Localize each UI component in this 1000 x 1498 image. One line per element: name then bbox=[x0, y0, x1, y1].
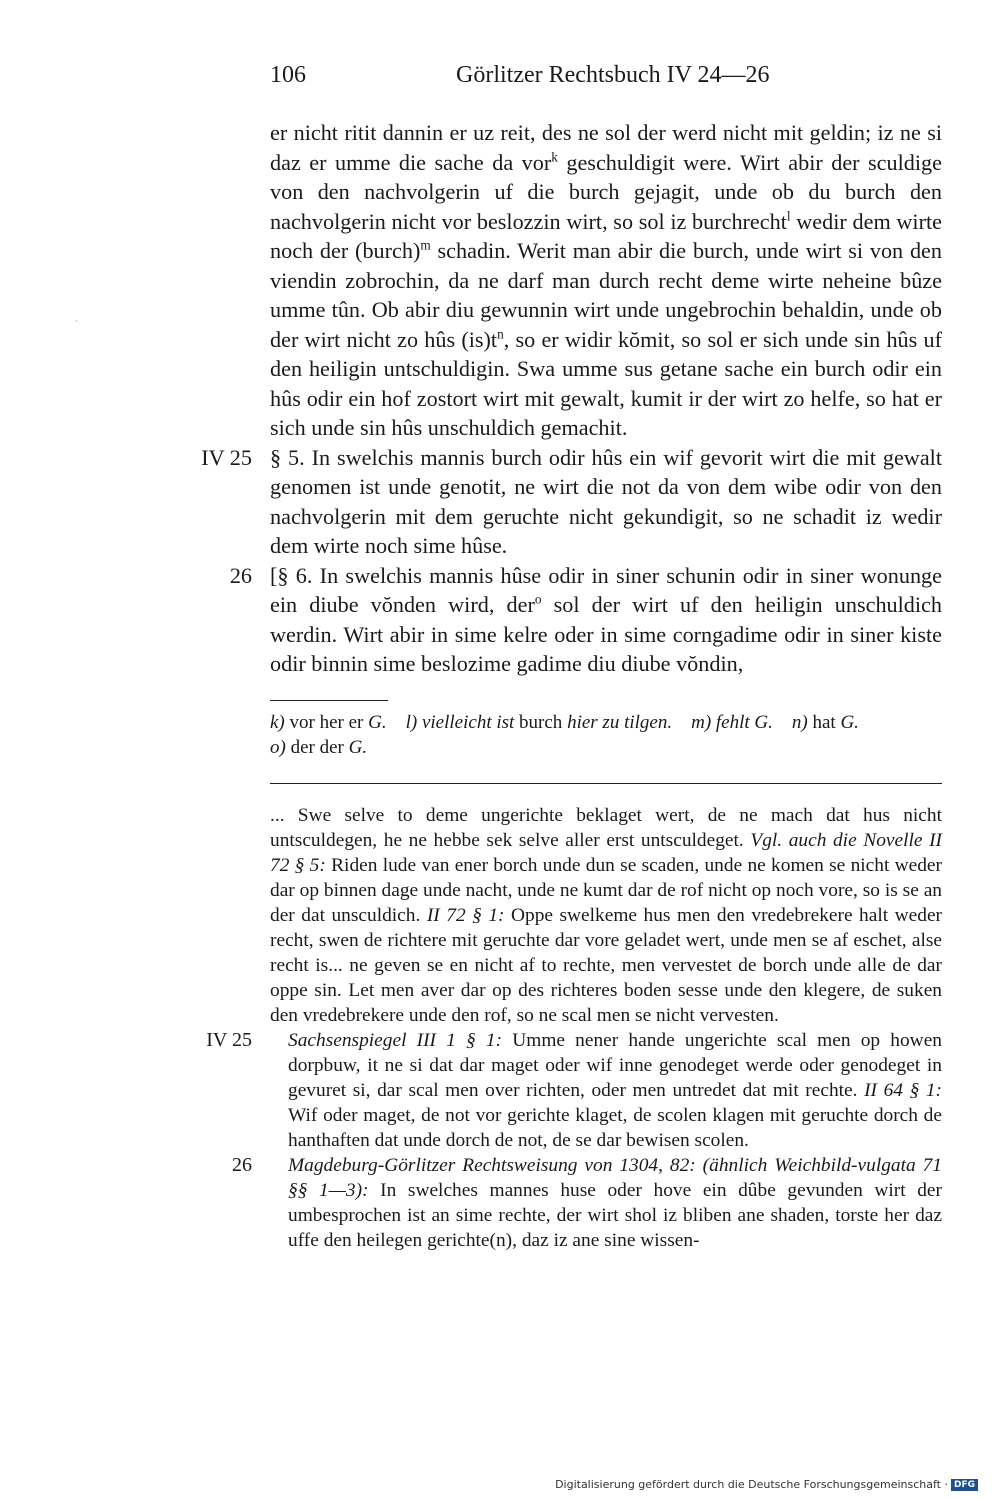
commentary bbox=[206, 803, 943, 1253]
footnote-n: n) hat G. bbox=[791, 712, 859, 733]
footnote-o: o) der der G. bbox=[270, 737, 368, 758]
margin-label-iv25: IV 25 bbox=[201, 444, 252, 470]
dfg-logo-icon: DFG bbox=[951, 1479, 978, 1491]
running-title: Görlitzer Rechtsbuch IV 24—26 bbox=[456, 62, 770, 88]
commentary-separator bbox=[270, 783, 942, 784]
scan-speck: ` bbox=[75, 320, 79, 331]
commentary-block-1: ... Swe selve to deme ungerichte beklaget wert, de ne mach dat hus nicht untsculdegen, he ne hebbe sek selve aller erst untsculdeget. Vgl. auch die Novelle II 72 § 5: Riden lude van ener borch unde dun se scaden, unde ne komen se nicht weder dar op binnen dage unde nacht, unde ne kumt dar de rof nicht op noch vore, so is se an der dat unsculdich. II 72 § 1: Oppe swelkeme hus men den vredebrekere halt weder recht, swen de richtere mit geruchte dar vore geladet wert, unde men se af eschet, alse recht is... ne geven se en nicht af to rechte, men vervestet de borch unde alle de dar oppe sin. Let men aver dar op des richteres boden sesse unde den klegere, de suken den vredebrekere unde den rof, so ne scal men se nicht vervesten. bbox=[270, 805, 943, 1026]
page-number: 106 bbox=[270, 62, 306, 88]
page-header bbox=[270, 62, 942, 96]
commentary-block-3: 26 Magdeburg-Görlitzer Rechtsweisung von 1304, 82: (ähnlich Weichbild-vulgata 71 §§ 1—3): In swelches mannes huse oder hove ein dûbe gevunden wirt der umbesprochen ist an sime rechte, der wirt shol iz bliben ane shaden, torste her daz uffe den heilegen gerichte(n), daz iz ane sine wissen- bbox=[232, 1154, 942, 1251]
margin-label-26: 26 bbox=[229, 562, 252, 588]
footnote-separator bbox=[270, 700, 388, 701]
footnote-ref-k: k bbox=[551, 149, 558, 165]
dfg-credit bbox=[555, 1478, 978, 1491]
dfg-credit-text: Digitalisierung gefördert durch die Deutsche Forschungsgemeinschaft · bbox=[555, 1478, 948, 1491]
footnotes bbox=[270, 710, 942, 760]
commentary-label-26: 26 bbox=[232, 1154, 252, 1176]
footnote-ref-o: o bbox=[534, 591, 542, 607]
paragraph-3: 26 [§ 6. In swelchis mannis hûse odir in siner schunin odir in siner wonunge ein diube vŏnden wird, der$^o$ sol der wirt uf den heiligin unschuldich werdin. Wirt abir in sime kelre oder in sime corngadime odir in siner kiste odir binnin sime beslozime gadime diu diube vŏndin, bbox=[229, 562, 942, 676]
footnote-k: k) vor her er G. bbox=[270, 712, 387, 733]
footnote-m: m) fehlt G. bbox=[691, 712, 773, 733]
commentary-block-2: IV 25 Sachsenspiegel III 1 § 1: Umme nener hande ungerichte scal men op howen dorpbuw, it ne si dat dar maget oder wif inne genodeget werde oder genodeget in gevuret si, dar scal men over richten, oder men untredet dat mit rechte. II 64 § 1: Wif oder maget, de not vor gerichte klaget, de scolen klagen mit geruchte dorch de hanthaften dat unde dorch de not, de se dar bewisen scolen. bbox=[206, 1029, 943, 1151]
paragraph-2: IV 25 § 5. In swelchis mannis burch odir hûs ein wif gevorit wirt die mit gewalt genomen ist unde genotit, ne wirt die not da von dem wibe odir von den nachvolgerin mit dem geruchte nicht gekundigit, so ne schadit iz wedir dem wirte noch sime hûse. bbox=[201, 444, 942, 558]
paragraph-1: er nicht ritit dannin er uz reit, des ne sol der werd nicht mit geldin; iz ne si daz er umme die sache da vor$^k$ geschuldigit were. Wirt abir der sculdige von den nachvolgerin uf die burch gejagit, unde ob du burch den nachvolgerin nicht vor beslozzin wirt, so sol iz burchrecht$^l$ wedir dem wirte noch der (burch)$^m$ schadin. Werit man abir die burch, unde wirt si von den viendin zobrochin, da ne darf man durch recht deme wirte neheine bûze umme tûn. Ob abir diu gewunnin wirt unde ungebrochin behaldin, unde ob der wirt nicht zo hûs $(is)t^n$, so er widir kŏmit, so sol er sich unde sin hûs uf den heiligin untschuldigin. Swa umme sus getane sache ein burch odir ein hûs odir ein hof zostort wirt mit gewalt, kumit ir der wirt zo helfe, so hat er sich unde sin hûs unschuldich gemachit. bbox=[270, 120, 942, 440]
footnote-ref-n: n bbox=[497, 326, 504, 342]
commentary-label-iv25: IV 25 bbox=[206, 1029, 252, 1051]
footnote-ref-l: l bbox=[786, 208, 791, 224]
footnote-ref-m: m bbox=[420, 237, 431, 253]
footnote-l: l) vielleicht ist burch hier zu tilgen. bbox=[405, 712, 673, 733]
main-text bbox=[201, 118, 942, 679]
